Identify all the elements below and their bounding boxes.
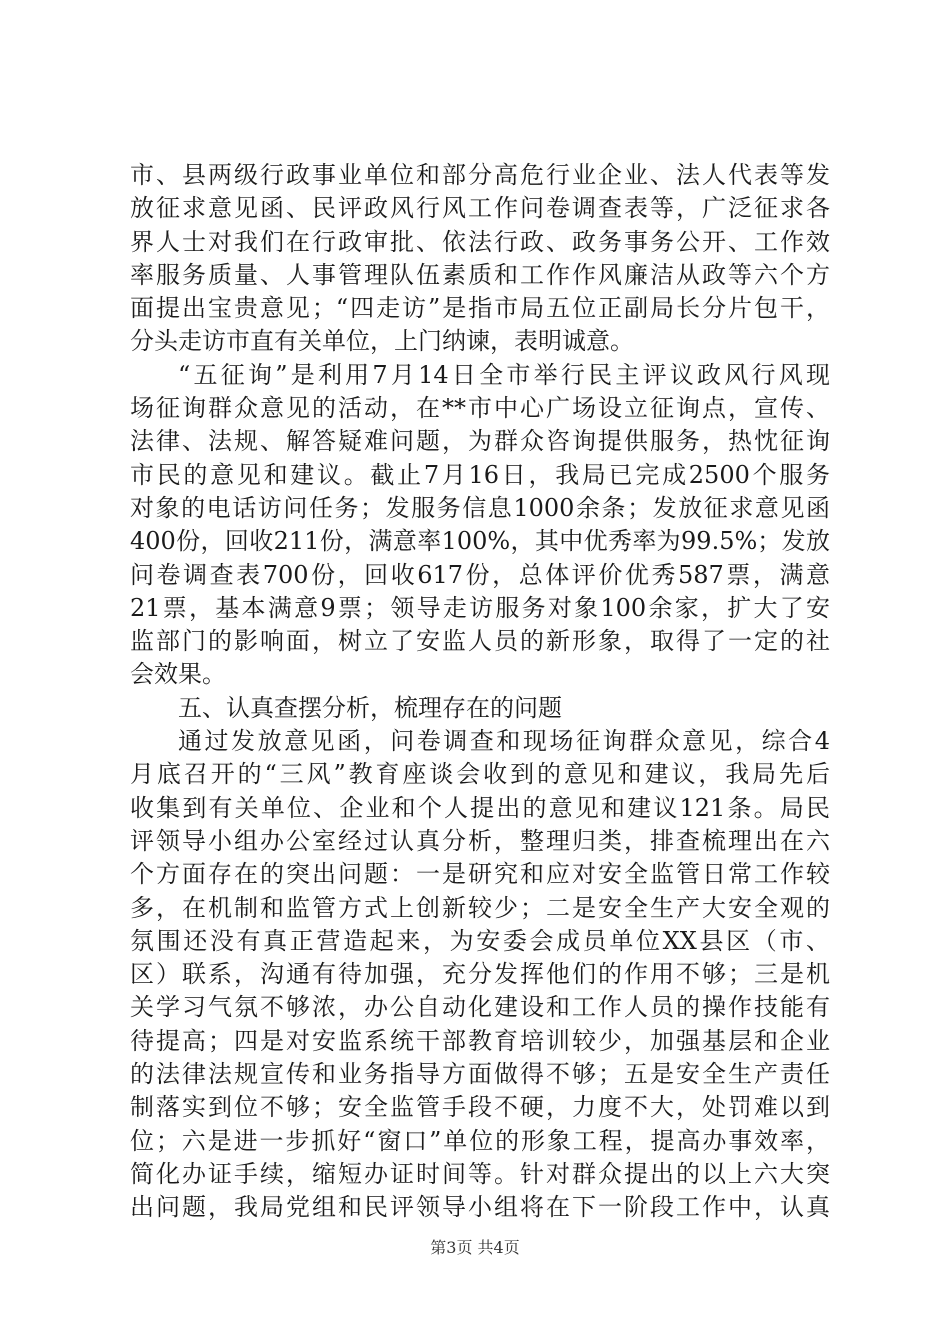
text-line: 收集到有关单位、企业和个人提出的意见和建议121条。局民	[130, 793, 830, 822]
text-line: 问卷调查表700份，回收617份，总体评价优秀587票，满意	[130, 560, 830, 589]
text-line: 21票，基本满意9票；领导走访服务对象100余家，扩大了安	[130, 593, 830, 622]
text-line: 区）联系，沟通有待加强，充分发挥他们的作用不够；三是机	[130, 960, 830, 989]
text-line: 市民的意见和建议。截止7月16日，我局已完成2500个服务	[130, 460, 830, 489]
text-line: 对象的电话访问任务；发服务信息1000余条；发放征求意见函	[130, 493, 830, 522]
text-line: 会效果。	[130, 660, 226, 689]
text-line: 出问题，我局党组和民评领导小组将在下一阶段工作中，认真	[130, 1193, 830, 1222]
text-line: 监部门的影响面，树立了安监人员的新形象，取得了一定的社	[130, 627, 830, 656]
page-footer: 第3页 共4页	[430, 1238, 520, 1257]
text-line: 待提高；四是对安监系统干部教育培训较少，加强基层和企业	[130, 1026, 830, 1055]
text-line: 分头走访市直有关单位，上门纳谏，表明诚意。	[130, 327, 634, 356]
text-line: 制落实到位不够；安全监管手段不硬，力度不大，处罚难以到	[130, 1093, 830, 1122]
text-line: 简化办证手续，缩短办证时间等。针对群众提出的以上六大突	[130, 1159, 830, 1188]
text-line: 界人士对我们在行政审批、依法行政、政务事务公开、工作效	[130, 227, 830, 256]
text-line: 评领导小组办公室经过认真分析，整理归类，排查梳理出在六	[130, 826, 830, 855]
text-line: 通过发放意见函，问卷调查和现场征询群众意见，综合4	[178, 727, 830, 756]
text-line: “五征询”是利用7月14日全市举行民主评议政风行风现	[178, 360, 830, 389]
text-line: 400份，回收211份，满意率100%，其中优秀率为99.5%；发放	[130, 527, 830, 556]
text-line: 放征求意见函、民评政风行风工作问卷调查表等，广泛征求各	[130, 194, 830, 223]
text-line: 氛围还没有真正营造起来，为安委会成员单位XX县区（市、	[130, 926, 830, 955]
text-line: 的法律法规宣传和业务指导方面做得不够；五是安全生产责任	[130, 1060, 830, 1089]
text-line: 月底召开的“三风”教育座谈会收到的意见和建议，我局先后	[130, 760, 830, 789]
text-line: 关学习气氛不够浓，办公自动化建设和工作人员的操作技能有	[130, 993, 830, 1022]
text-line: 市、县两级行政事业单位和部分高危行业企业、法人代表等发	[130, 161, 830, 189]
document-body	[130, 159, 830, 1225]
text-line: 率服务质量、人事管理队伍素质和工作作风廉洁从政等六个方	[130, 260, 830, 289]
text-line: 五、认真查摆分析，梳理存在的问题	[178, 693, 562, 722]
text-line: 多，在机制和监管方式上创新较少；二是安全生产大安全观的	[130, 893, 830, 922]
text-line: 位；六是进一步抓好“窗口”单位的形象工程，提高办事效率，	[130, 1126, 830, 1155]
text-line: 个方面存在的突出问题：一是研究和应对安全监管日常工作较	[130, 860, 830, 889]
text-line: 法律、法规、解答疑难问题，为群众咨询提供服务，热忱征询	[130, 427, 830, 456]
text-line: 面提出宝贵意见；“四走访”是指市局五位正副局长分片包干，	[130, 294, 830, 323]
text-line: 场征询群众意见的活动，在**市中心广场设立征询点，宣传、	[130, 394, 830, 423]
